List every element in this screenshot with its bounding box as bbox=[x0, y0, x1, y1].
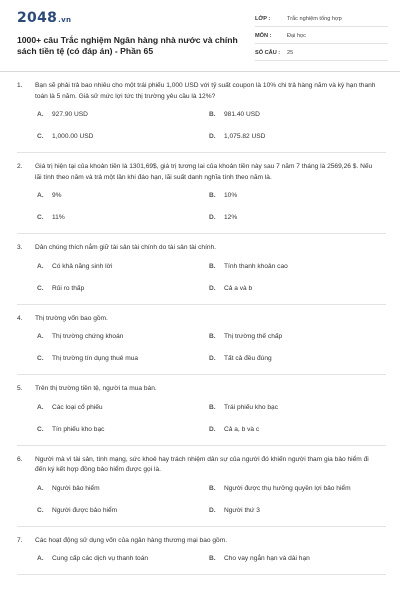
option-letter: A. bbox=[37, 111, 44, 118]
answer-options bbox=[17, 401, 386, 445]
question-item bbox=[17, 72, 386, 153]
option-text: 981.40 USD bbox=[224, 111, 260, 118]
option-letter: B. bbox=[209, 403, 216, 411]
option-text: Cung cấp các dịch vụ thanh toán bbox=[52, 555, 149, 562]
site-logo[interactable]: 2048.vn bbox=[17, 10, 72, 26]
meta-row-subject bbox=[255, 29, 388, 44]
option-letter: D. bbox=[209, 425, 216, 433]
option-text: Trái phiếu kho bạc bbox=[224, 403, 279, 411]
meta-label: LỚP : bbox=[255, 16, 271, 22]
answer-options bbox=[17, 260, 386, 304]
option-text: Cả a và b bbox=[224, 284, 253, 292]
question-item bbox=[17, 153, 386, 234]
answer-option[interactable] bbox=[209, 401, 386, 423]
option-letter: A. bbox=[37, 262, 44, 270]
question-head bbox=[17, 81, 386, 102]
answer-option[interactable] bbox=[209, 330, 386, 352]
question-head bbox=[17, 162, 386, 183]
option-letter: C. bbox=[37, 355, 44, 362]
option-text: Thị trường chứng khoán bbox=[52, 333, 124, 340]
option-text: Các loại cổ phiếu bbox=[52, 403, 103, 411]
answer-option[interactable] bbox=[37, 423, 209, 445]
answer-option[interactable] bbox=[209, 482, 386, 504]
option-text: 10% bbox=[224, 192, 238, 199]
answer-option[interactable] bbox=[209, 423, 386, 445]
meta-label: SỐ CÂU : bbox=[255, 50, 281, 56]
answer-option[interactable] bbox=[209, 260, 386, 282]
option-text: Người bảo hiểm bbox=[52, 484, 100, 492]
option-text: 927.90 USD bbox=[52, 111, 88, 118]
option-letter: C. bbox=[37, 214, 44, 221]
question-number: 5. bbox=[17, 385, 23, 392]
option-letter: C. bbox=[37, 425, 44, 433]
question-number: 3. bbox=[17, 244, 23, 251]
option-letter: D. bbox=[209, 355, 216, 362]
question-head bbox=[17, 384, 386, 395]
option-letter: C. bbox=[37, 284, 44, 292]
question-item bbox=[17, 234, 386, 305]
answer-option[interactable] bbox=[209, 352, 386, 374]
option-text: 12% bbox=[224, 214, 238, 221]
meta-value: Đại học bbox=[287, 33, 306, 39]
question-number: 2. bbox=[17, 163, 23, 170]
answer-option[interactable] bbox=[209, 211, 386, 233]
meta-value: Trắc nghiệm tổng hợp bbox=[287, 16, 342, 22]
option-text: Rủi ro thấp bbox=[52, 284, 85, 292]
option-text: Tính thanh khoản cao bbox=[224, 262, 288, 270]
option-letter: D. bbox=[209, 214, 216, 221]
option-letter: A. bbox=[37, 192, 44, 199]
question-head bbox=[17, 243, 386, 254]
option-letter: B. bbox=[209, 262, 216, 270]
question-head bbox=[17, 314, 386, 325]
option-letter: B. bbox=[209, 484, 216, 492]
answer-options bbox=[17, 552, 386, 574]
answer-option[interactable] bbox=[37, 352, 209, 374]
option-text: Tất cả đều đúng bbox=[224, 355, 272, 362]
question-text: Dân chúng thích nắm giữ tài sản tài chính do tài sản tài chính. bbox=[35, 244, 217, 251]
answer-options bbox=[17, 330, 386, 374]
answer-options bbox=[17, 482, 386, 526]
option-letter: A. bbox=[37, 403, 44, 411]
question-text: Bạn sẽ phải trả bao nhiêu cho một trái phiếu 1,000 USD với tỷ suất coupon là 10% chi trả hàng năm và kỳ hạn thanh toán là 5 năm. Giả sử mức lợi tức thị trường yêu cầu là 12%? bbox=[35, 82, 376, 100]
answer-option[interactable] bbox=[37, 504, 209, 526]
option-letter: B. bbox=[209, 333, 216, 340]
answer-option[interactable] bbox=[209, 282, 386, 304]
question-number: 6. bbox=[17, 455, 23, 463]
answer-option[interactable] bbox=[37, 282, 209, 304]
question-text: Người mà vì tài sản, tính mạng, sức khoẻ hay trách nhiệm dân sự của người đó khiến người tham gia bảo hiểm đi đến ký kết hợp đồng bảo hiểm được gọi là. bbox=[35, 455, 369, 473]
answer-option[interactable] bbox=[37, 130, 209, 152]
answer-options bbox=[17, 108, 386, 152]
option-text: Người được bảo hiểm bbox=[52, 506, 118, 514]
question-text: Các hoạt động sử dụng vốn của ngân hàng thương mại bao gồm. bbox=[35, 536, 228, 544]
answer-option[interactable] bbox=[209, 189, 386, 211]
answer-option[interactable] bbox=[37, 260, 209, 282]
question-item bbox=[17, 375, 386, 446]
question-head bbox=[17, 455, 386, 476]
question-head bbox=[17, 536, 386, 547]
answer-option[interactable] bbox=[37, 189, 209, 211]
option-letter: D. bbox=[209, 506, 216, 514]
option-letter: B. bbox=[209, 192, 216, 199]
answer-option[interactable] bbox=[37, 401, 209, 423]
document-header bbox=[0, 0, 400, 72]
option-text: Cho vay ngắn hạn và dài hạn bbox=[224, 555, 310, 562]
option-text: Tín phiếu kho bạc bbox=[52, 425, 105, 433]
option-text: 1,000.00 USD bbox=[52, 133, 94, 140]
answer-option[interactable] bbox=[37, 330, 209, 352]
meta-label: MÔN : bbox=[255, 33, 272, 39]
answer-option[interactable] bbox=[37, 552, 209, 574]
answer-option[interactable] bbox=[37, 211, 209, 233]
question-item bbox=[17, 527, 386, 576]
question-item bbox=[17, 305, 386, 376]
meta-row-count bbox=[255, 46, 388, 61]
option-letter: D. bbox=[209, 133, 216, 140]
option-text: Cả a, b và c bbox=[224, 425, 260, 433]
option-letter: A. bbox=[37, 555, 44, 562]
question-number: 7. bbox=[17, 536, 23, 544]
answer-options bbox=[17, 189, 386, 233]
meta-value: 25 bbox=[287, 50, 294, 56]
answer-option[interactable] bbox=[209, 108, 386, 130]
option-letter: D. bbox=[209, 284, 216, 292]
answer-option[interactable] bbox=[209, 552, 386, 574]
answer-option[interactable] bbox=[37, 108, 209, 130]
option-text: Có khả năng sinh lời bbox=[52, 262, 113, 270]
option-letter: B. bbox=[209, 111, 216, 118]
option-text: Người được thụ hưởng quyền lợi bảo hiểm bbox=[224, 484, 351, 492]
answer-option[interactable] bbox=[209, 130, 386, 152]
option-text: 9% bbox=[52, 192, 62, 199]
answer-option[interactable] bbox=[209, 504, 386, 526]
option-text: Người thứ 3 bbox=[224, 506, 260, 514]
option-text: Thị trường tín dụng thuê mua bbox=[52, 355, 139, 362]
option-text: 11% bbox=[52, 214, 65, 221]
option-text: 1,075.82 USD bbox=[224, 133, 266, 140]
document-meta bbox=[255, 12, 388, 63]
question-number: 4. bbox=[17, 314, 23, 322]
meta-row-class bbox=[255, 12, 388, 27]
question-text: Trên thị trường tiền tệ, người ta mua bán. bbox=[35, 385, 157, 392]
question-number: 1. bbox=[17, 82, 23, 89]
question-text: Giá trị hiện tại của khoản tiền là 1301,69$, giá trị tương lai của khoản tiền này sau 7 năm 7 tháng là 2569,26 $. Nếu lãi tính theo năm và trả một lần khi đáo hạn, lãi suất danh nghĩa tính theo năm là. bbox=[35, 163, 373, 181]
question-item bbox=[17, 446, 386, 527]
option-letter: A. bbox=[37, 333, 44, 340]
document-title: 1000+ câu Trắc nghiệm Ngân hàng nhà nước và chính sách tiền tệ (có đáp án) - Phần 65 bbox=[17, 35, 238, 56]
option-letter: C. bbox=[37, 133, 44, 140]
question-text: Thị trường vốn bao gồm. bbox=[35, 314, 108, 322]
option-letter: C. bbox=[37, 506, 44, 514]
answer-option[interactable] bbox=[37, 482, 209, 504]
question-list bbox=[0, 72, 400, 575]
option-text: Thị trường thế chấp bbox=[224, 333, 283, 340]
option-letter: B. bbox=[209, 555, 216, 562]
option-letter: A. bbox=[37, 484, 44, 492]
